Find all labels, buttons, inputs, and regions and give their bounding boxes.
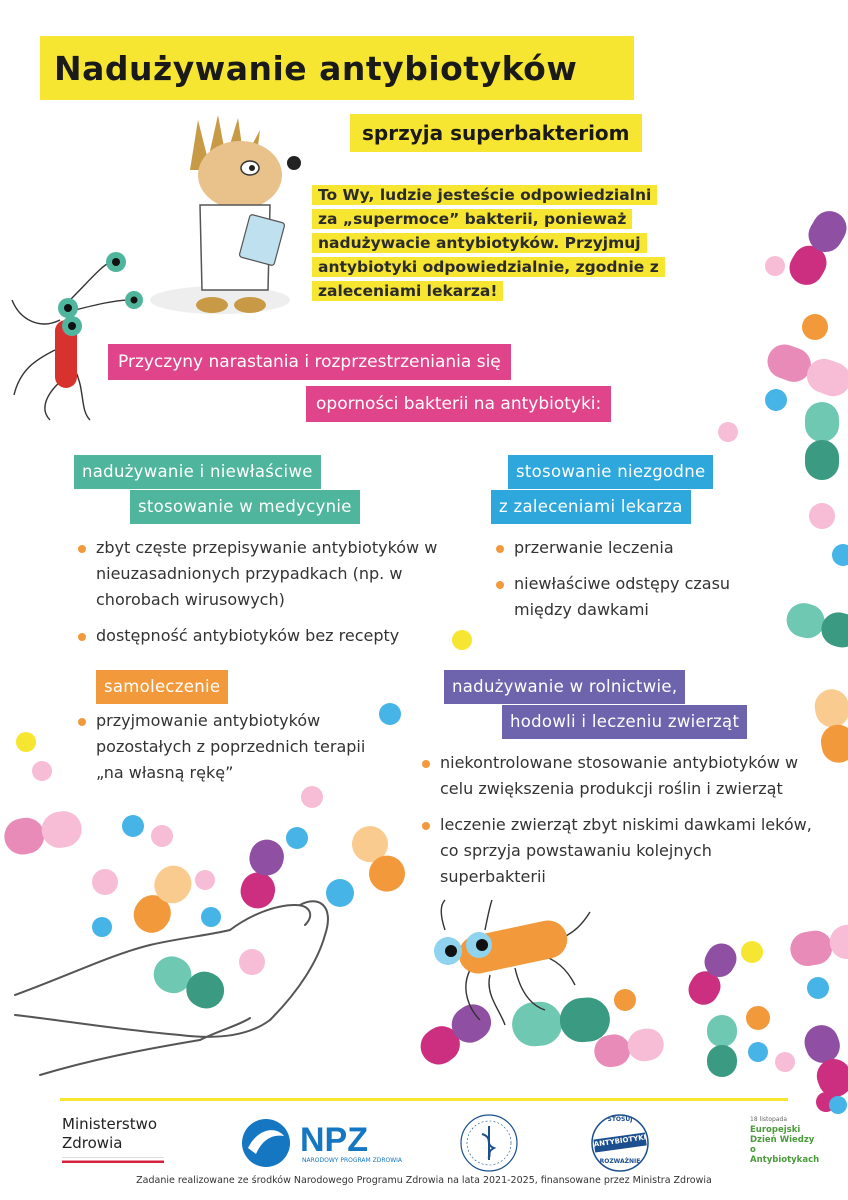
capsule-pill [148,950,230,1014]
institute-logo [458,1112,520,1174]
capsule-pill [805,402,839,480]
ministry-line2: Zdrowia [62,1134,123,1152]
category-medicine-line1: nadużywanie i niewłaściwe [74,455,321,489]
npz-subtext: NARODOWY PROGRAM ZDROWIA [302,1156,403,1164]
ministry-line1: Ministerstwo [62,1115,158,1133]
day-date: 18 listopada [750,1116,787,1123]
flag-bar [62,1157,164,1163]
npz-logo [238,1118,402,1168]
capsule-pill [683,938,742,1010]
capsule-pill [788,921,848,969]
section-heading-line1: Przyczyny narastania i rozprzestrzeniania się [108,344,511,380]
page-subtitle: sprzyja superbakteriom [350,114,642,152]
medicine-list [78,535,468,659]
stamp-top: STOSUJ [607,1116,633,1123]
list-item: dostępność antybiotyków bez recepty [78,623,468,649]
category-doctor-line2: z zaleceniami lekarza [491,490,691,524]
bacteria-eyes [58,252,143,336]
capsule-pill [345,820,411,899]
doctor-list [496,535,766,633]
agriculture-list [422,750,822,900]
ministry-logo [62,1115,164,1163]
capsule-pill [783,205,848,291]
list-item: leczenie zwierząt zbyt niskimi dawkami leków, co sprzyja powstawaniu kolejnych superbakterii [422,812,822,890]
capsule-pill [783,599,848,651]
capsule-pill [127,859,199,940]
category-agriculture-line1: nadużywanie w rolnictwie, [444,670,685,704]
self-list [78,708,378,796]
intro-text [312,183,664,303]
stamp-bottom: ROZWAŻNIE [599,1158,641,1165]
npz-text: NPZ [300,1120,368,1159]
funding-note: Zadanie realizowane ze środków Narodowego Programu Zdrowia na lata 2021-2025, finansowane przez Ministra Zdrowia [136,1175,712,1186]
capsule-pill [414,997,499,1071]
category-agriculture-line2: hodowli i leczeniu zwierząt [502,705,747,739]
list-item: przyjmowanie antybiotyków pozostałych z poprzednich terapii „na własną rękę” [78,708,378,786]
category-doctor-line1: stosowanie niezgodne [508,455,713,489]
list-item: przerwanie leczenia [496,535,766,561]
stamp-logo [588,1112,652,1174]
npz-icon [238,1118,294,1168]
intro-text-content: To Wy, ludzie jesteście odpowiedzialni za „supermoce” bakterii, ponieważ nadużywacie antybiotyków. Przyjmuj antybiotyki odpowiedzialnie, zgodnie z zaleceniami lekarza! [312,185,665,301]
bacteria-left [12,262,130,420]
day-name: Europejski Dzień Wiedzy o Antybiotykach [750,1125,820,1165]
footer-divider [60,1098,788,1101]
capsule-pill [707,1015,737,1077]
list-item: zbyt częste przepisywanie antybiotyków w nieuzasadnionych przypadkach (np. w chorobach wirusowych) [78,535,468,613]
antibiotic-day-logo [750,1115,820,1165]
capsule-pill [800,1020,848,1101]
category-medicine-line2: stosowanie w medycynie [130,490,360,524]
capsule-pill [237,836,288,912]
list-item: niewłaściwe odstępy czasu między dawkami [496,571,766,623]
hedgehog-illustration [150,115,301,314]
capsule-pill [510,996,611,1048]
capsule-pill [1,808,84,857]
section-heading-line2: oporności bakterii na antybiotyki: [306,386,611,422]
list-item: niekontrolowane stosowanie antybiotyków w celu zwiększenia produkcji roślin i zwierząt [422,750,822,802]
page-title: Nadużywanie antybiotyków [40,36,634,100]
category-self: samoleczenie [96,670,228,704]
stamp-mid: ANTYBIOTYKI [593,1133,647,1149]
